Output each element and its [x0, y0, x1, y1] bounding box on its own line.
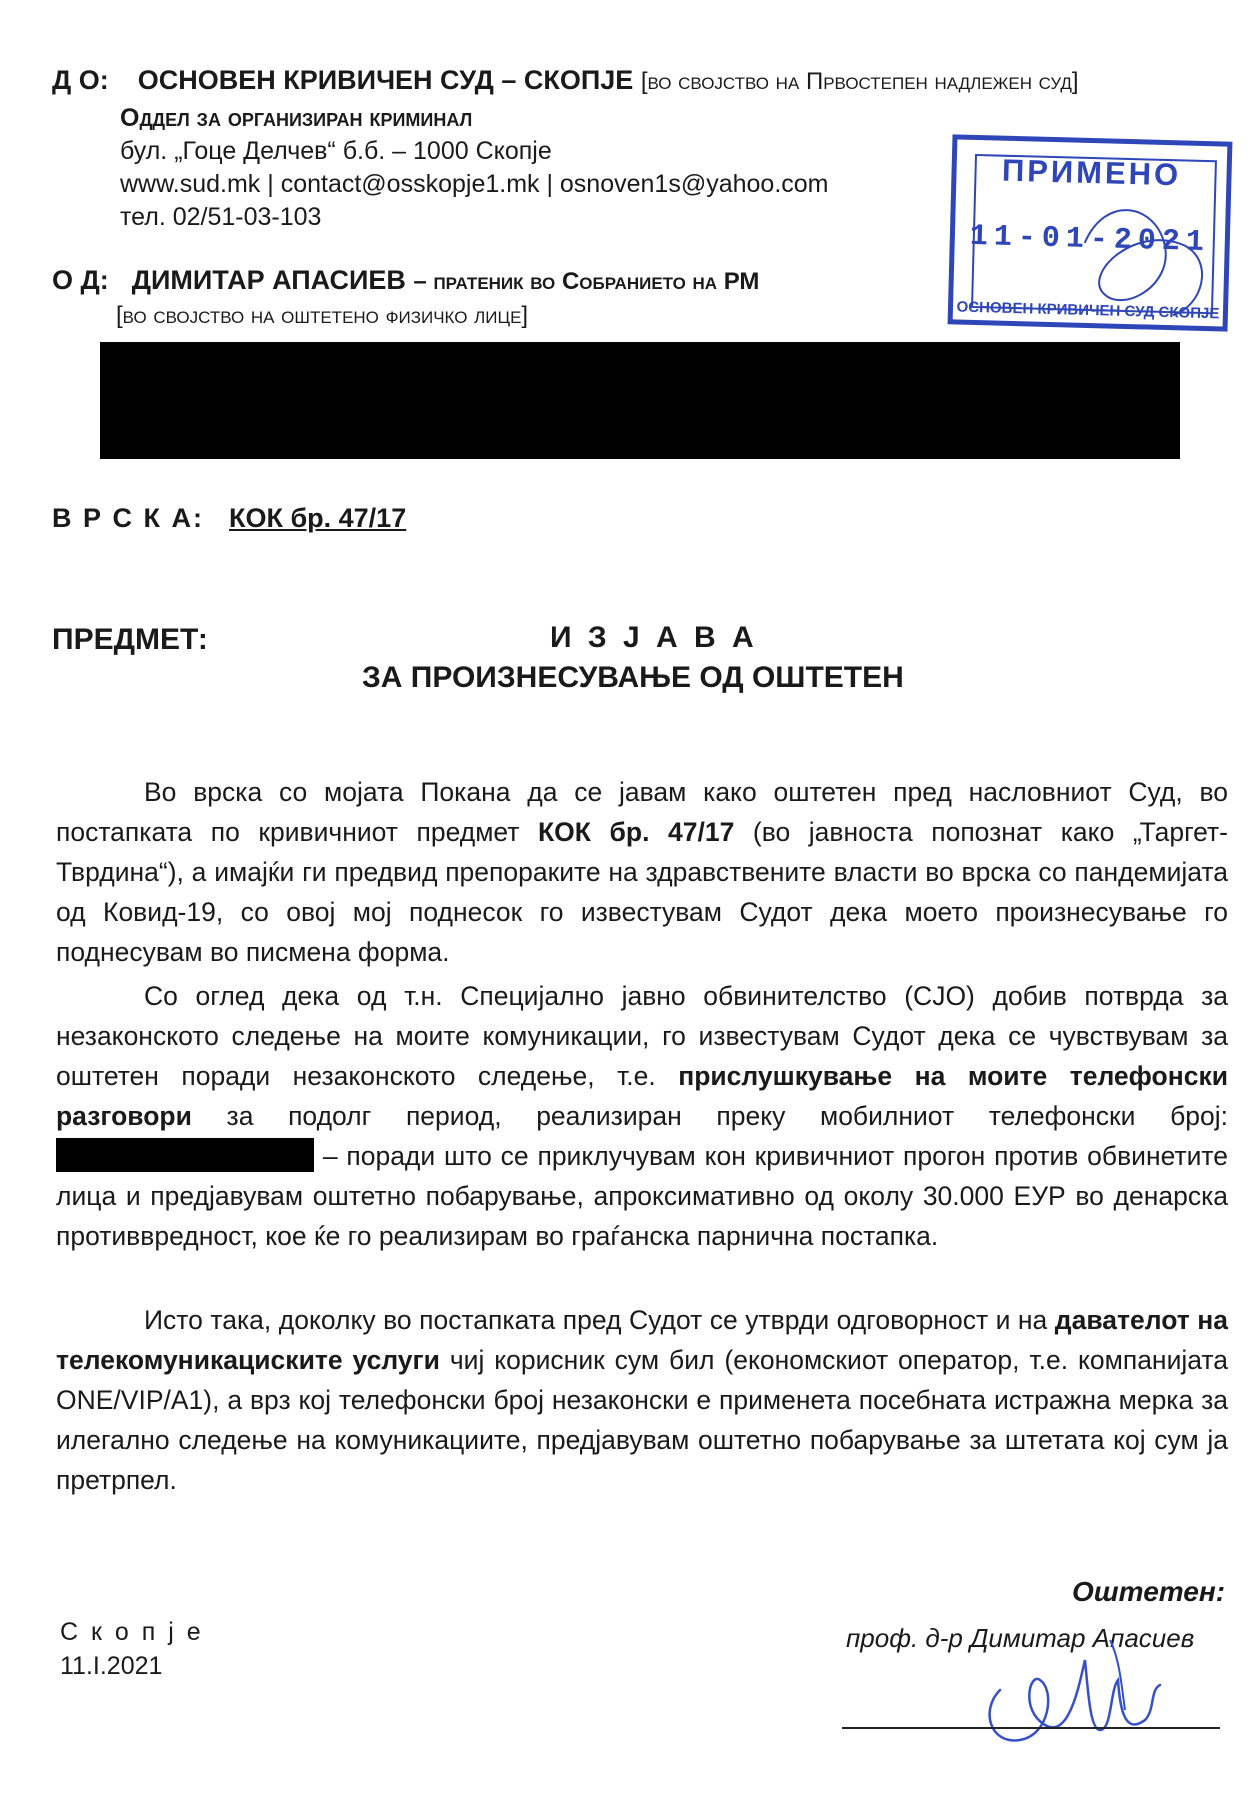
- court-phone: тел. 02/51-03-103: [120, 203, 322, 231]
- stamp-scribble-stroke: [1083, 209, 1204, 316]
- court-address: бул. „Гоце Делчев“ б.б. – 1000 Скопје: [120, 137, 552, 165]
- sender-line: [52, 264, 759, 298]
- p2-text-c: за подолг период, реализиран преку мобилниот телефонски број:: [191, 1101, 1228, 1131]
- received-stamp: [948, 134, 1233, 331]
- court-capacity: [во својство на Првостепен надлежен суд]: [640, 68, 1079, 95]
- reference-line: [52, 502, 406, 534]
- reference-value: КОК бр. 47/17: [229, 503, 407, 533]
- signature-line: [842, 1727, 1220, 1729]
- redacted-phone-number: [56, 1138, 314, 1172]
- footer-city: С к о п ј е: [60, 1618, 204, 1646]
- recipient-line: [52, 64, 1079, 98]
- redacted-address-block: [100, 342, 1180, 459]
- subject-label: [52, 624, 208, 656]
- p1-text-c: (во јавноста попознат како „Таргет-Тврдина“), а имајќи ги предвид препораките на здравствените власти во врска со пандемијата од Ковид-19, со овој мој поднесок го известувам Судот дека моето произнесување го поднесувам во писмена форма.: [56, 817, 1228, 967]
- subject-label-text: ПРЕДМЕТ:: [52, 623, 208, 656]
- paragraph-2: [56, 976, 1228, 1256]
- p2-text-d: – поради што се приклучувам кон кривичниот прогон против обвинетите лица и предјавувам оштетно побарување, апроксимативно од околу 30.000 ЕУР во денарска противвредност, кое ќе го реализирам во граѓанска парнична постапка.: [56, 1141, 1228, 1251]
- document-title: И З Ј А В А: [550, 621, 758, 654]
- reference-label: В Р С К А:: [52, 503, 204, 533]
- document-subtitle: ЗА ПРОИЗНЕСУВАЊЕ ОД ОШТЕТЕН: [362, 661, 904, 694]
- p1-text-a: Во врска со мојата Покана да се јавам како оштетен пред насловниот Суд, во постапката по кривичниот предмет: [56, 777, 1228, 847]
- handwritten-signature: [960, 1560, 1190, 1760]
- paragraph-3: [56, 1300, 1228, 1500]
- from-label: О Д:: [52, 265, 109, 295]
- signatory-name: проф. д-р Димитар Апасиев: [846, 1623, 1195, 1653]
- paragraph-1: [56, 772, 1228, 972]
- p2-emphasis: прислушкување на моите телефонски разговори: [56, 1061, 1228, 1131]
- p3-emphasis: давателот на телекомуникациските услуги: [56, 1305, 1228, 1375]
- sender-name: ДИМИТАР АПАСИЕВ: [131, 265, 406, 295]
- sender-capacity: [во својство на оштетено физичко лице]: [116, 302, 529, 329]
- sender-role: – пратеник во Собранието на РМ: [413, 268, 760, 295]
- court-name: ОСНОВЕН КРИВИЧЕН СУД – СКОПЈЕ: [137, 65, 634, 95]
- signature-label: Оштетен:: [1072, 1576, 1226, 1607]
- stamp-title: ПРИМЕНО: [1001, 152, 1182, 193]
- court-contacts: www.sud.mk | contact@osskopje1.mk | osnoven1s@yahoo.com: [120, 170, 829, 198]
- court-department: Оддел за организиран криминал: [120, 104, 473, 132]
- p3-text-c: чиј корисник сум бил (економскиот оператор, т.е. компанијата ONE/VIP/A1), а врз кој телефонски број незаконски е применета посебната истражна мерка за илегално следење на комуникациите, предјавувам оштетно побарување за штетата кој сум ја претрпел.: [56, 1345, 1228, 1495]
- stamp-organization: ОСНОВЕН КРИВИЧЕН СУД СКОПЈЕ: [956, 298, 1220, 323]
- p2-text-a: Со оглед дека од т.н. Специјално јавно обвинителство (СЈО) добив потврда за незаконското следење на моите комуникации, го известувам Судот дека се чувствувам за оштетен поради незаконското следење, т.е.: [56, 981, 1228, 1091]
- to-label: Д О:: [52, 65, 109, 95]
- p1-case-ref: КОК бр. 47/17: [537, 817, 735, 847]
- p3-text-a: Исто така, доколку во постапката пред Судот се утврди одговорност и на: [144, 1305, 1055, 1335]
- footer-date: 11.I.2021: [60, 1652, 163, 1680]
- stamp-date: 11-01-2021: [969, 219, 1211, 261]
- stamp-scribble: [1062, 182, 1226, 336]
